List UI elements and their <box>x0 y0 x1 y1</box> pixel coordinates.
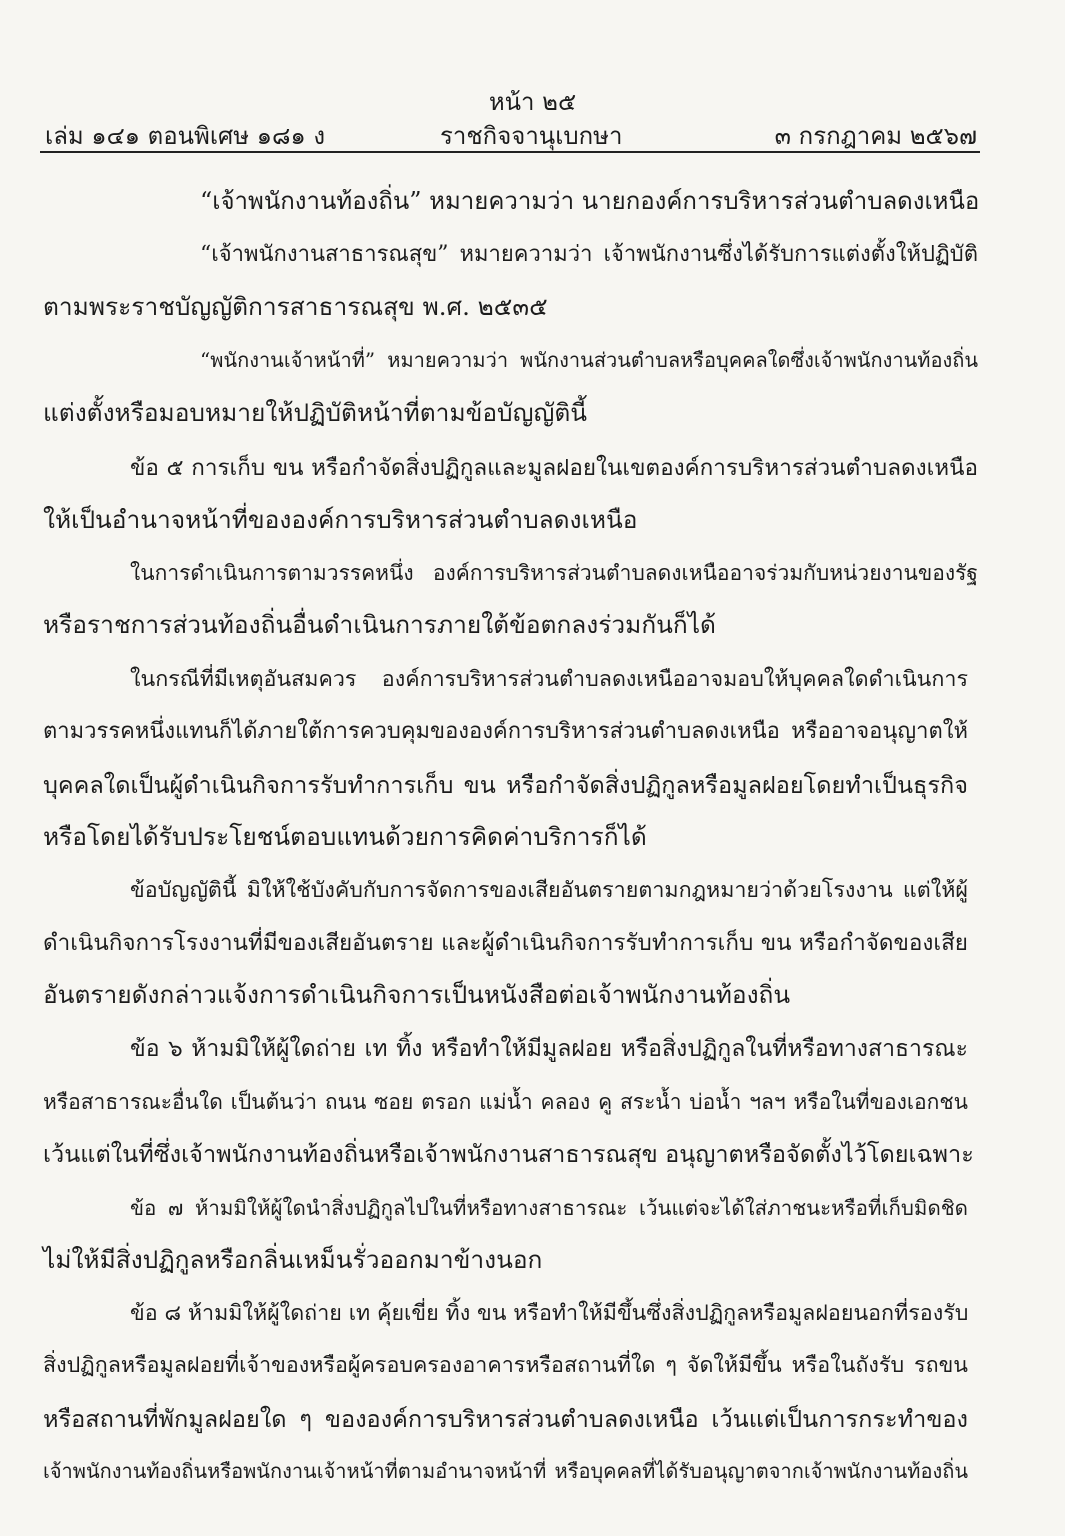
text-line: ตามวรรคหนึ่งแทนก็ได้ภายใต้การควบคุมขององค์การบริหารส่วนตำบลดงเหนือ หรืออาจอนุญาตให้ <box>43 719 968 744</box>
text-line: บุคคลใดเป็นผู้ดำเนินกิจการรับทำการเก็บ ขน หรือกำจัดสิ่งปฏิกูลหรือมูลฝอยโดยทำเป็นธุรกิจ <box>43 771 968 799</box>
text-line: ในกรณีที่มีเหตุอันสมควร องค์การบริหารส่วนตำบลดงเหนืออาจมอบให้บุคคลใดดำเนินการ <box>130 667 968 692</box>
text-line: ข้อ ๘ ห้ามมิให้ผู้ใดถ่าย เท คุ้ยเขี่ย ทิ้ง ขน หรือทำให้มีขึ้นซึ่งสิ่งปฏิกูลหรือมูลฝอยนอกที่รองรับ <box>130 1301 969 1326</box>
text-line: ข้อบัญญัตินี้ มิให้ใช้บังคับกับการจัดการของเสียอันตรายตามกฎหมายว่าด้วยโรงงาน แต่ให้ผู้ <box>130 878 968 903</box>
text-line: “พนักงานเจ้าหน้าที่” หมายความว่า พนักงานส่วนตำบลหรือบุคคลใดซึ่งเจ้าพนักงานท้องถิ่น <box>200 348 978 372</box>
text-line: อันตรายดังกล่าวแจ้งการดำเนินกิจการเป็นหนังสือต่อเจ้าพนักงานท้องถิ่น <box>43 980 791 1009</box>
text-line: “เจ้าพนักงานท้องถิ่น” หมายความว่า นายกองค์การบริหารส่วนตำบลดงเหนือ <box>200 187 980 215</box>
text-line: ดำเนินกิจการโรงงานที่มีของเสียอันตราย และผู้ดำเนินกิจการรับทำการเก็บ ขน หรือกำจัดของเสีย <box>43 930 968 956</box>
header-row <box>45 116 977 150</box>
text-line: หรือสาธารณะอื่นใด เป็นต้นว่า ถนน ซอย ตรอก แม่น้ำ คลอง คู สระน้ำ บ่อน้ำ ฯลฯ หรือในที่ของเอกชน <box>43 1090 968 1114</box>
text-line: หรือโดยได้รับประโยชน์ตอบแทนด้วยการคิดค่าบริการก็ได้ <box>43 822 647 851</box>
text-line: ให้เป็นอำนาจหน้าที่ขององค์การบริหารส่วนตำบลดงเหนือ <box>43 505 638 534</box>
text-line: ตามพระราชบัญญัติการสาธารณสุข พ.ศ. ๒๕๓๕ <box>43 292 548 321</box>
text-line: หรือสถานที่พักมูลฝอยใด ๆ ขององค์การบริหารส่วนตำบลดงเหนือ เว้นแต่เป็นการกระทำของ <box>43 1405 968 1433</box>
text-line: ไม่ให้มีสิ่งปฏิกูลหรือกลิ่นเหม็นรั่วออกมาข้างนอก <box>43 1245 543 1274</box>
page-number: หน้า ๒๕ <box>488 88 577 116</box>
text-line: หรือราชการส่วนท้องถิ่นอื่นดำเนินการภายใต้ข้อตกลงร่วมกันก็ได้ <box>43 610 716 639</box>
text-line: ข้อ ๗ ห้ามมิให้ผู้ใดนำสิ่งปฏิกูลไปในที่หรือทางสาธารณะ เว้นแต่จะได้ใส่ภาชนะหรือที่เก็บมิดชิด <box>130 1196 968 1220</box>
text-line: ในการดำเนินการตามวรรคหนึ่ง องค์การบริหารส่วนตำบลดงเหนืออาจร่วมกับหน่วยงานของรัฐ <box>130 561 978 585</box>
publish-date: ๓ กรกฎาคม ๒๕๖๗ <box>774 122 977 150</box>
text-line: เจ้าพนักงานท้องถิ่นหรือพนักงานเจ้าหน้าที่ตามอำนาจหน้าที่ หรือบุคคลที่ได้รับอนุญาตจากเจ้าพนักงานท้องถิ่น <box>43 1459 968 1483</box>
text-line: “เจ้าพนักงานสาธารณสุข” หมายความว่า เจ้าพนักงานซึ่งได้รับการแต่งตั้งให้ปฏิบัติ <box>200 242 978 267</box>
text-line: แต่งตั้งหรือมอบหมายให้ปฏิบัติหน้าที่ตามข้อบัญญัตินี้ <box>43 398 588 427</box>
volume-info: เล่ม ๑๔๑ ตอนพิเศษ ๑๘๑ ง <box>45 122 326 150</box>
gazette-name: ราชกิจจานุเบกษา <box>440 122 623 150</box>
text-line: ข้อ ๕ การเก็บ ขน หรือกำจัดสิ่งปฏิกูลและมูลฝอยในเขตองค์การบริหารส่วนตำบลดงเหนือ <box>130 455 978 481</box>
header-divider <box>40 151 980 153</box>
text-line: เว้นแต่ในที่ซึ่งเจ้าพนักงานท้องถิ่นหรือเจ้าพนักงานสาธารณสุข อนุญาตหรือจัดตั้งไว้โดยเฉพาะ <box>43 1140 974 1168</box>
text-line: ข้อ ๖ ห้ามมิให้ผู้ใดถ่าย เท ทิ้ง หรือทำให้มีมูลฝอย หรือสิ่งปฏิกูลในที่หรือทางสาธารณะ <box>130 1036 968 1062</box>
text-line: สิ่งปฏิกูลหรือมูลฝอยที่เจ้าของหรือผู้ครอบครองอาคารหรือสถานที่ใด ๆ จัดให้มีขึ้น หรือในถังรับ รถขน <box>43 1353 968 1378</box>
